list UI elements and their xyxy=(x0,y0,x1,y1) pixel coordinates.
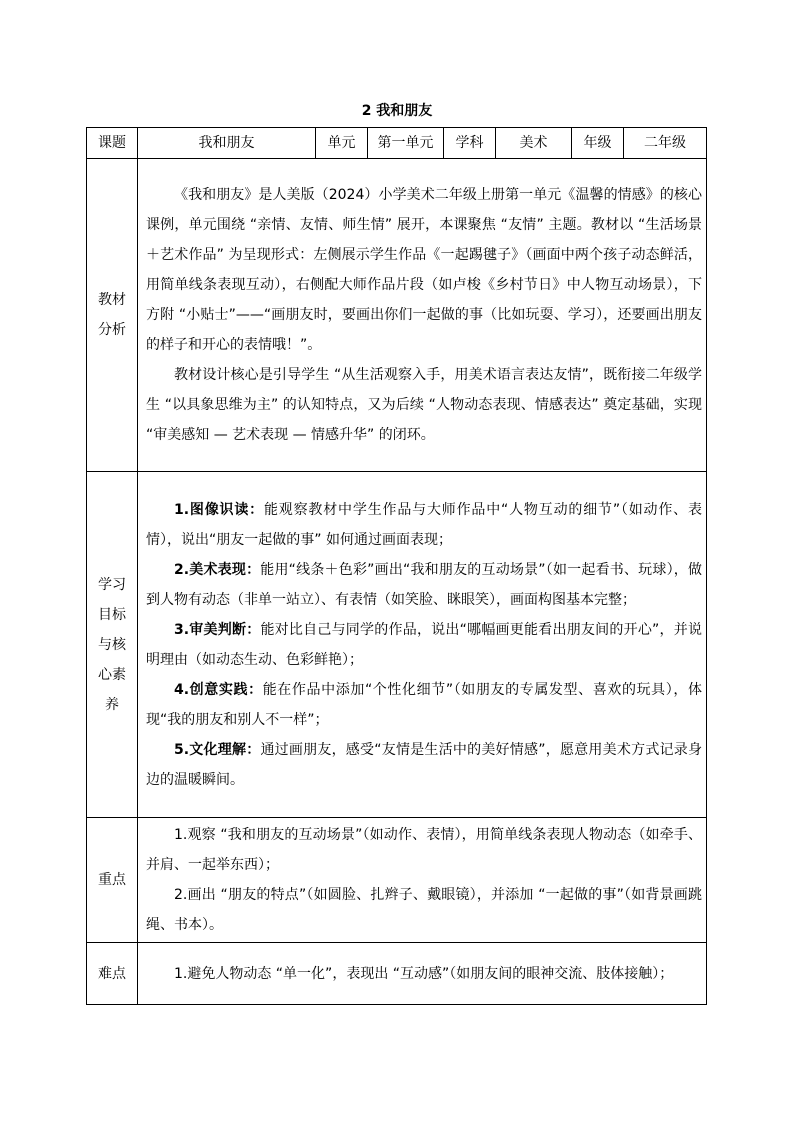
key-points-row xyxy=(87,818,707,943)
unit-label: 单元 xyxy=(316,128,368,159)
goals-label-line: 心素 xyxy=(98,666,126,683)
goals-label xyxy=(87,472,138,818)
goal-item xyxy=(146,735,702,795)
key-points-content xyxy=(138,818,707,943)
unit-value: 第一单元 xyxy=(368,128,444,159)
analysis-content xyxy=(138,159,707,472)
goal-item xyxy=(146,555,702,615)
topic-value: 我和朋友 xyxy=(138,128,316,159)
difficulties-content xyxy=(138,943,707,1005)
goal-item-head: 2.美术表现： xyxy=(174,561,261,578)
header-row xyxy=(87,128,707,159)
goal-item-text: 能对比自己与同学的作品，说出“哪幅画更能看出朋友间的开心”，并说明理由（如动态生动、色彩鲜艳）； xyxy=(146,621,702,668)
goal-item xyxy=(146,615,702,675)
topic-label: 课题 xyxy=(87,128,138,159)
key-points-label: 重点 xyxy=(87,818,138,943)
goal-item xyxy=(146,675,702,735)
goal-item-head: 4.创意实践： xyxy=(174,681,263,698)
goal-item-text: 通过画朋友，感受“友情是生活中的美好情感”，愿意用美术方式记录身边的温暖瞬间。 xyxy=(146,741,702,788)
goal-item-text: 能在作品中添加“个性化细节”（如朋友的专属发型、喜欢的玩具），体现“我的朋友和别人不一样”； xyxy=(146,681,702,728)
key-point-item: 1.观察 “我和朋友的互动场景”（如动作、表情），用简单线条表现人物动态（如牵手、并肩、一起举东西）； xyxy=(146,827,702,873)
analysis-label xyxy=(87,159,138,472)
difficulties-row xyxy=(87,943,707,1005)
analysis-label-line: 教材 xyxy=(98,292,126,308)
page-title: 2 我和朋友 xyxy=(361,103,433,119)
goals-label-line: 养 xyxy=(105,696,119,713)
analysis-row xyxy=(87,159,707,472)
key-point-item: 2.画出 “朋友的特点”（如圆脸、扎辫子、戴眼镜），并添加 “一起做的事”（如背景画跳绳、书本）。 xyxy=(146,887,702,933)
analysis-paragraph: 《我和朋友》是人美版（2024）小学美术二年级上册第一单元《温馨的情感》的核心课例，单元围绕 “亲情、友情、师生情” 展开，本课聚焦 “友情” 主题。教材以 “生活场景＋艺术作品” 为呈现形式：左侧展示学生作品《一起踢毽子》（画面中两个孩子动态鲜活，用简单线条表现互动），右侧配大师作品片段（如卢梭《乡村节日》中人物互动场景），下方附 “小贴士”——“画朋友时，要画出你们一起做的事（比如玩耍、学习），还要画出朋友的样子和开心的表情哦！”。 xyxy=(146,187,702,353)
analysis-paragraph: 教材设计核心是引导学生 “从生活观察入手，用美术语言表达友情”，既衔接二年级学生 “以具象思维为主” 的认知特点，又为后续 “人物动态表现、情感表达” 奠定基础，实现 “审美感知 — 艺术表现 — 情感升华” 的闭环。 xyxy=(146,367,702,443)
difficulty-item: 1.避免人物动态 “单一化”，表现出 “互动感”（如朋友间的眼神交流、肢体接触）； xyxy=(174,965,674,982)
goal-item-head: 5.文化理解： xyxy=(174,741,261,758)
goal-item-head: 3.审美判断： xyxy=(174,621,261,638)
subject-label: 学科 xyxy=(444,128,496,159)
grade-label: 年级 xyxy=(572,128,624,159)
goals-label-line: 与核 xyxy=(98,636,126,653)
goals-label-line: 目标 xyxy=(98,606,126,623)
goals-label-line: 学习 xyxy=(98,576,126,593)
goals-content xyxy=(138,472,707,818)
goals-row xyxy=(87,472,707,818)
goal-item-head: 1.图像识读： xyxy=(174,501,264,518)
goal-item-text: 能观察教材中学生作品与大师作品中“人物互动的细节”（如动作、表情），说出“朋友一起做的事” 如何通过画面表现； xyxy=(146,501,702,548)
grade-value: 二年级 xyxy=(624,128,707,159)
subject-value: 美术 xyxy=(496,128,572,159)
difficulties-label: 难点 xyxy=(87,943,138,1005)
lesson-plan-table xyxy=(86,127,707,1005)
goal-item-text: 能用“线条＋色彩”画出“我和朋友的互动场景”（如一起看书、玩球），做到人物有动态（非单一站立）、有表情（如笑脸、眯眼笑），画面构图基本完整； xyxy=(146,561,702,608)
goal-item xyxy=(146,495,702,555)
analysis-label-line: 分析 xyxy=(98,322,126,338)
